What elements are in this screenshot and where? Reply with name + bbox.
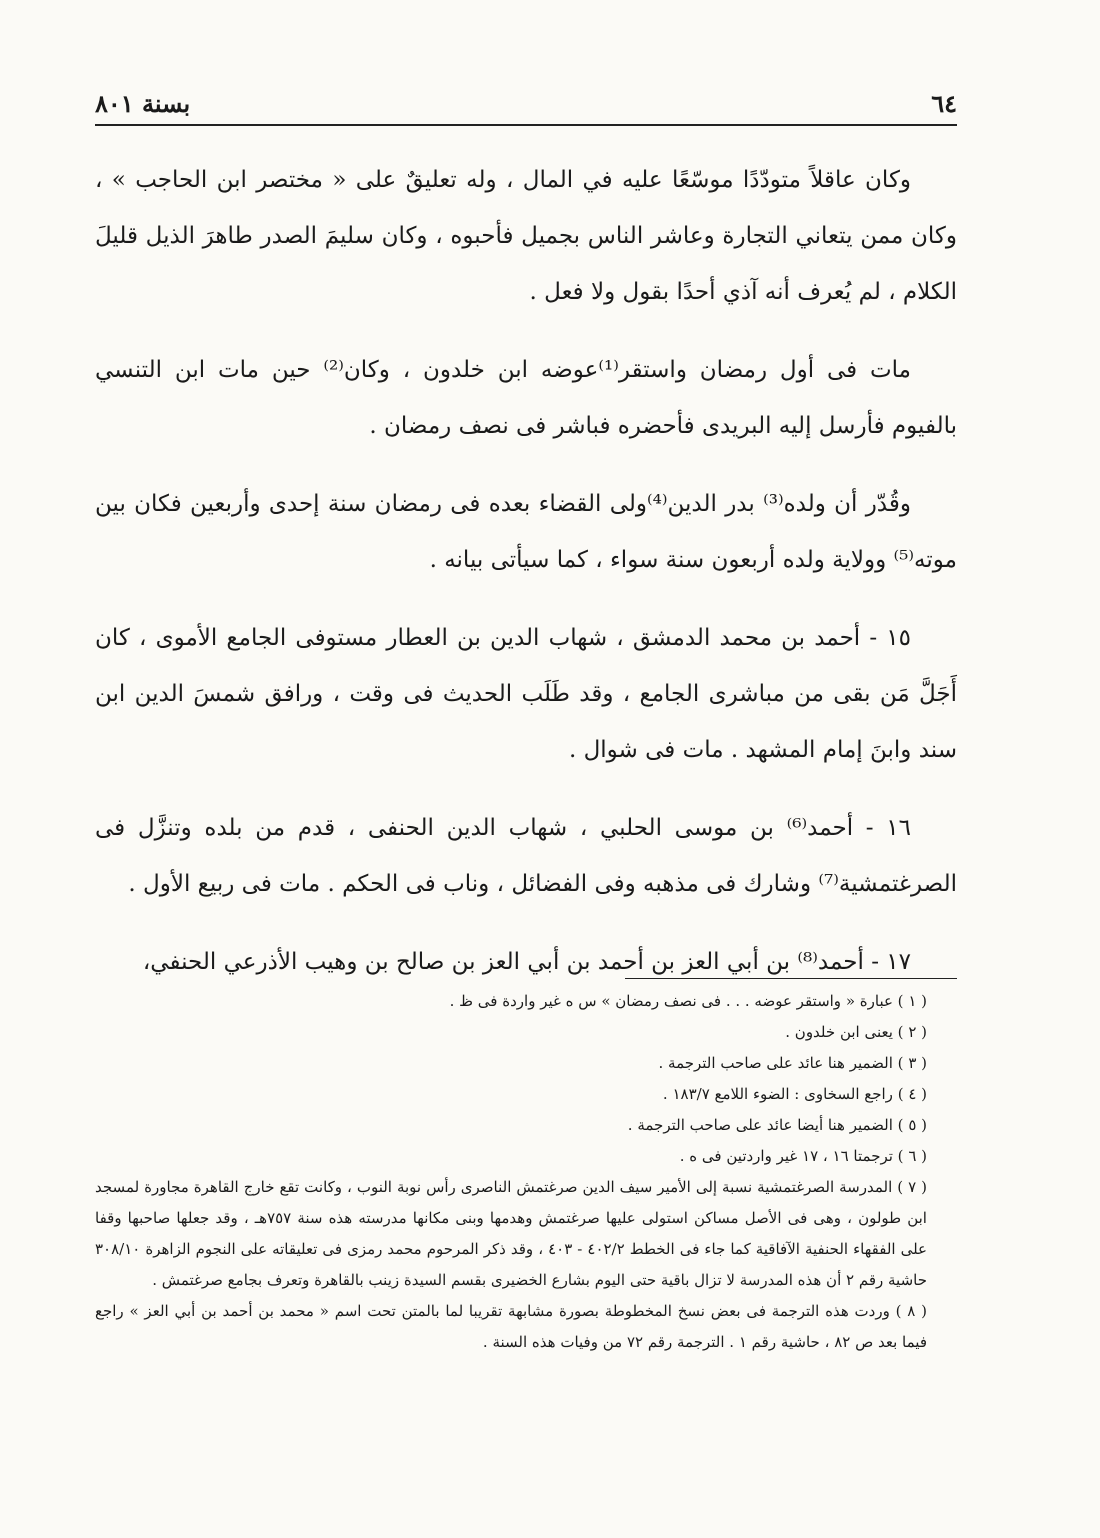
page-header	[95, 84, 957, 118]
biography-entry-17: ١٧ - أحمد⁽⁸⁾ بن أبي العز بن أحمد بن أبي العز بن صالح بن وهيب الأذرعي الحنفي،	[142, 949, 911, 975]
footnotes	[95, 986, 957, 1358]
page-number: ٦٤	[931, 89, 957, 118]
paragraph: وكان عاقلاً متودّدًا موسّعًا عليه في المال ، وله تعليقٌ على « مختصر ابن الحاجب » ، وكان ممن يتعاني التجارة وعاشر الناس بجميل فأحبوه ، وكان سليمَ الصدر طاهرَ الذيل قليلَ الكلام ، لم يُعرف أنه آذي أحدًا بقول ولا فعل .	[95, 167, 957, 305]
footnote: ( ٣ ) الضمير هنا عائد على صاحب الترجمة .	[658, 1054, 927, 1072]
footnote: ( ٢ ) يعنى ابن خلدون .	[785, 1023, 927, 1041]
footnote: ( ٤ ) راجع السخاوى : الضوء اللامع ١٨٣/٧ .	[662, 1085, 927, 1103]
footnote: ( ٥ ) الضمير هنا أيضا عائد على صاحب الترجمة .	[627, 1116, 927, 1134]
footnote-rule	[625, 978, 957, 979]
paragraph: وقُدّر أن ولده⁽³⁾ بدر الدين⁽⁴⁾ولى القضاء بعده فى رمضان سنة إحدى وأربعين فكان بين موته⁽⁵⁾ وولاية ولده أربعون سنة سواء ، كما سيأتى بيانه .	[95, 491, 957, 573]
paragraph: مات فى أول رمضان واستقر⁽¹⁾عوضه ابن خلدون ، وكان⁽²⁾ حين مات ابن التنسي بالفيوم فأرسل إليه البريدى فأحضره فباشر فى نصف رمضان .	[95, 357, 957, 439]
header-rule	[95, 124, 957, 126]
footnote: ( ١ ) عبارة « واستقر عوضه . . . فى نصف رمضان » س ه غير واردة فى ظ .	[449, 992, 927, 1010]
biography-entry-16: ١٦ - أحمد⁽⁶⁾ بن موسى الحلبي ، شهاب الدين الحنفى ، قدم من بلده وتنزَّل فى الصرغتمشية⁽⁷⁾ وشارك فى مذهبه وفى الفضائل ، وناب فى الحكم . مات فى ربيع الأول .	[95, 815, 957, 897]
footnote: ( ٧ ) المدرسة الصرغتمشية نسبة إلى الأمير سيف الدين صرغتمش الناصرى رأس نوبة النوب ، وكانت تقع خارج القاهرة مجاورة لمسجد ابن طولون ، وهى فى الأصل مساكن استولى عليها صرغتمش وهدمها وبنى مكانها مدرسته هذه سنة ٧٥٧هـ ، وقد جعلها صاحبها وقفا على الفقهاء الحنفية الآفاقية كما جاء فى الخطط ٤٠٢/٢ - ٤٠٣ ، وقد ذكر المرحوم محمد رمزى فى تعليقاته على النجوم الزاهرة ٣٠٨/١٠ حاشية رقم ٢ أن هذه المدرسة لا تزال باقية حتى اليوم بشارع الخضيرى بقسم السيدة زينب بالقاهرة وتعرف بجامع صرغتمش .	[95, 1178, 928, 1289]
footnote: ( ٦ ) ترجمتا ١٦ ، ١٧ غير واردتين فى ه .	[679, 1147, 927, 1165]
footnote: ( ٨ ) وردت هذه الترجمة فى بعض نسخ المخطوطة بصورة مشابهة تقريبا لما بالمتن تحت اسم « محمد بن أحمد بن أبي العز » راجع فيما بعد ص ٨٢ ، حاشية رقم ١ . الترجمة رقم ٧٢ من وفيات هذه السنة .	[95, 1302, 927, 1351]
biography-entry-15: ١٥ - أحمد بن محمد الدمشق ، شهاب الدين بن العطار مستوفى الجامع الأموى ، كان أَجَلَّ مَن بقى من مباشرى الجامع ، وقد طَلَب الحديث فى وقت ، ورافق شمسَ الدين ابن سند وابنَ إمام المشهد . مات فى شوال .	[95, 625, 957, 763]
main-text	[95, 152, 957, 1012]
running-head-year: بسنة ٨٠١	[95, 89, 191, 118]
